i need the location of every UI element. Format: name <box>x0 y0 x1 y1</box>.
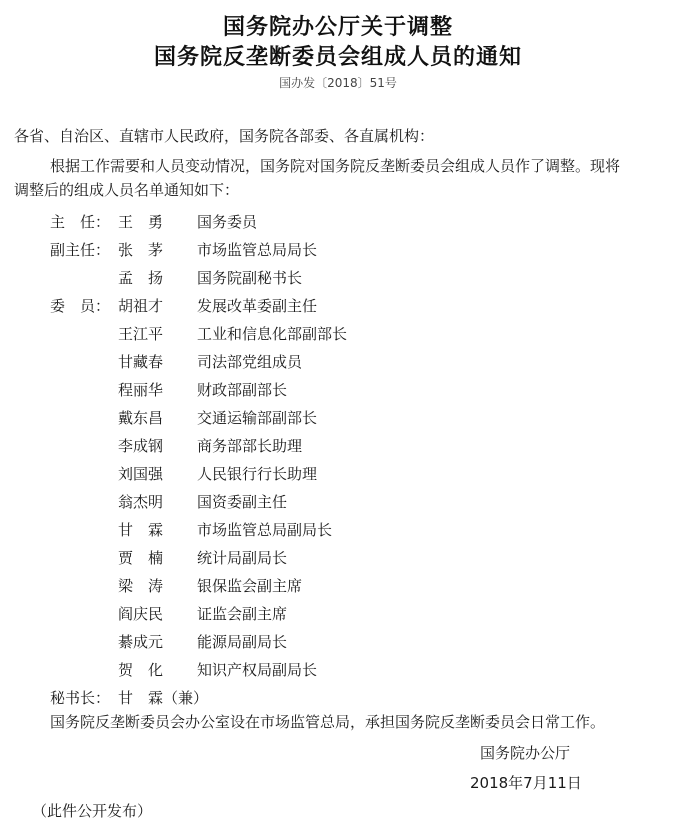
member-row <box>0 404 676 432</box>
member-position: 市场监管总局局长 <box>197 241 318 259</box>
member-row <box>0 656 676 684</box>
member-row <box>0 684 676 712</box>
member-position: 国务委员 <box>197 213 258 231</box>
member-role: 主 任： <box>50 213 111 231</box>
member-row <box>0 600 676 628</box>
member-row <box>0 628 676 656</box>
document-number: 国办发〔2018〕51号 <box>279 76 397 90</box>
member-row <box>0 516 676 544</box>
member-position: 知识产权局副局长 <box>197 661 318 679</box>
member-row <box>0 460 676 488</box>
member-position: 国资委副主任 <box>197 493 288 511</box>
member-position: 交通运输部副部长 <box>197 409 318 427</box>
member-name: 甘 霖 <box>118 521 164 539</box>
addressee-line: 各省、自治区、直辖市人民政府，国务院各部委、各直属机构： <box>14 127 435 145</box>
member-position: 证监会副主席 <box>197 605 288 623</box>
body-text-line-1: 根据工作需要和人员变动情况，国务院对国务院反垄断委员会组成人员作了调整。现将 <box>50 157 621 175</box>
member-roster <box>0 208 676 712</box>
member-position: 统计局副局长 <box>197 549 288 567</box>
issue-date: 2018年7月11日 <box>470 774 582 792</box>
member-name: 戴东昌 <box>118 409 164 427</box>
member-role: 委 员： <box>50 297 111 315</box>
member-position: 商务部部长助理 <box>197 437 303 455</box>
member-row <box>0 292 676 320</box>
issuer-name: 国务院办公厅 <box>480 744 571 762</box>
member-name: 张 茅 <box>118 241 164 259</box>
body-text-line-2: 调整后的组成人员名单通知如下： <box>14 181 240 199</box>
member-name: 李成钢 <box>118 437 164 455</box>
office-note: 国务院反垄断委员会办公室设在市场监管总局，承担国务院反垄断委员会日常工作。 <box>50 713 606 731</box>
member-position: 人民银行行长助理 <box>197 465 318 483</box>
member-name: 甘藏春 <box>118 353 164 371</box>
member-row <box>0 264 676 292</box>
member-name: 綦成元 <box>118 633 164 651</box>
member-row <box>0 348 676 376</box>
member-name: 胡祖才 <box>118 297 164 315</box>
member-row <box>0 432 676 460</box>
member-position: 国务院副秘书长 <box>197 269 303 287</box>
document-title-line-2: 国务院反垄断委员会组成人员的通知 <box>153 44 522 70</box>
publication-note: （此件公开发布） <box>32 802 153 820</box>
member-position: 市场监管总局副局长 <box>197 521 333 539</box>
member-name: 程丽华 <box>118 381 164 399</box>
member-name: 阎庆民 <box>118 605 164 623</box>
member-name: 王江平 <box>118 325 164 343</box>
member-position: 能源局副局长 <box>197 633 288 651</box>
member-row <box>0 208 676 236</box>
member-row <box>0 236 676 264</box>
member-position: 财政部副部长 <box>197 381 288 399</box>
member-name: 孟 扬 <box>118 269 164 287</box>
member-row <box>0 376 676 404</box>
member-name: 甘 霖（兼） <box>118 689 209 707</box>
member-name: 梁 涛 <box>118 577 164 595</box>
member-name: 刘国强 <box>118 465 164 483</box>
member-position: 司法部党组成员 <box>197 353 303 371</box>
member-row <box>0 544 676 572</box>
member-row <box>0 320 676 348</box>
member-name: 贺 化 <box>118 661 164 679</box>
member-position: 发展改革委副主任 <box>197 297 318 315</box>
member-name: 翁杰明 <box>118 493 164 511</box>
member-name: 贾 楠 <box>118 549 164 567</box>
member-role: 秘书长： <box>50 689 111 707</box>
member-row <box>0 488 676 516</box>
member-name: 王 勇 <box>118 213 164 231</box>
document-title-line-1: 国务院办公厅关于调整 <box>222 14 453 40</box>
member-position: 银保监会副主席 <box>197 577 303 595</box>
member-role: 副主任： <box>50 241 111 259</box>
member-row <box>0 572 676 600</box>
member-position: 工业和信息化部副部长 <box>197 325 348 343</box>
